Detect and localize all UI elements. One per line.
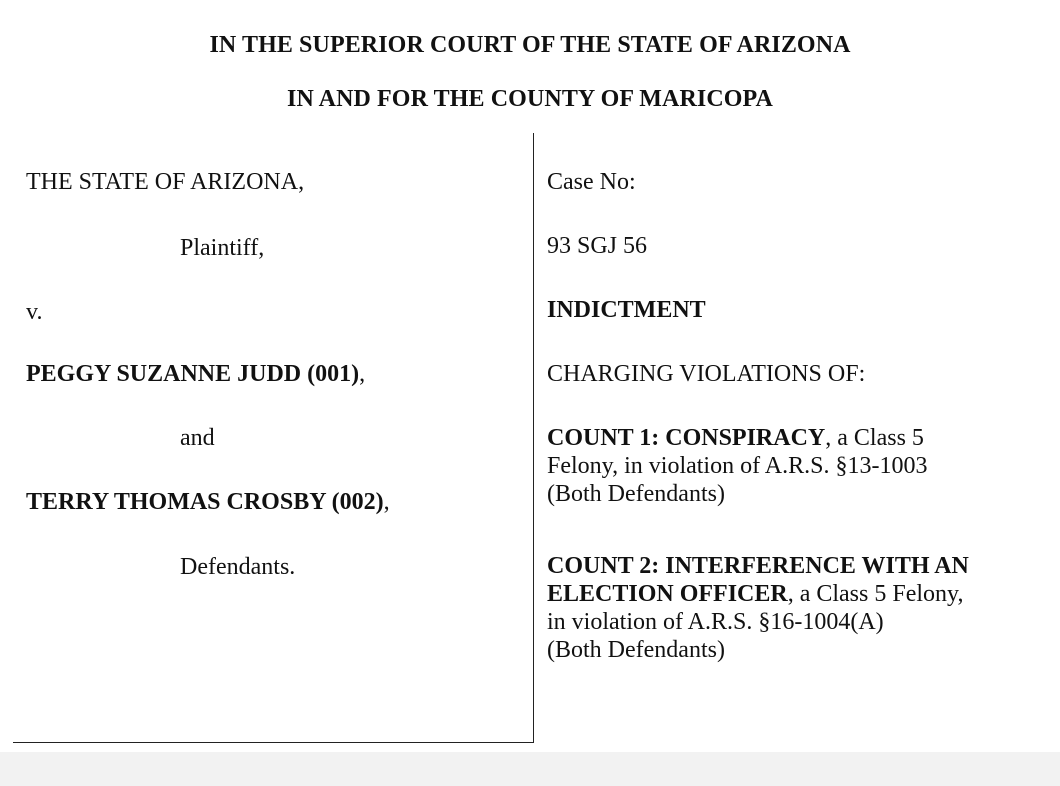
viewer-bottom-band	[0, 752, 1060, 786]
defendant-2-name: TERRY THOMAS CROSBY (002)	[26, 489, 384, 515]
defendant-1-suffix: ,	[359, 361, 366, 387]
count-1-title: COUNT 1: CONSPIRACY	[547, 425, 826, 451]
count-2-class: , a Class 5 Felony,	[787, 581, 964, 607]
caption-horizontal-divider	[13, 742, 534, 743]
caption-vertical-divider	[533, 133, 534, 743]
count-1-block	[547, 424, 1057, 508]
plaintiff-role: Plaintiff,	[180, 235, 265, 261]
defendant-1-name: PEGGY SUZANNE JUDD (001)	[26, 361, 360, 387]
court-heading: IN THE SUPERIOR COURT OF THE STATE OF ARIZONA	[209, 32, 851, 58]
count-1-statute: Felony, in violation of A.R.S. §13-1003	[547, 453, 928, 479]
defendant-2-suffix: ,	[383, 489, 390, 515]
conjunction-label: and	[180, 425, 215, 451]
case-number: 93 SGJ 56	[547, 233, 648, 259]
charging-label: CHARGING VIOLATIONS OF:	[547, 361, 866, 387]
count-2-statute: in violation of A.R.S. §16-1004(A)	[547, 609, 884, 635]
count-1-line-1	[547, 424, 1057, 452]
defendant-2	[26, 488, 390, 516]
count-2-title-line-2: ELECTION OFFICER	[547, 581, 788, 607]
count-1-class: , a Class 5	[825, 425, 924, 451]
versus-label: v.	[26, 299, 43, 325]
county-heading: IN AND FOR THE COUNTY OF MARICOPA	[287, 86, 773, 112]
count-2-line-2	[547, 580, 1057, 608]
count-2-title-line-1: COUNT 2: INTERFERENCE WITH AN	[547, 553, 969, 579]
document-type: INDICTMENT	[547, 297, 706, 323]
plaintiff-name: THE STATE OF ARIZONA,	[26, 169, 305, 195]
case-no-label: Case No:	[547, 169, 636, 195]
defendants-role: Defendants.	[180, 554, 296, 580]
count-1-parties: (Both Defendants)	[547, 481, 725, 507]
count-2-block	[547, 552, 1057, 664]
count-2-parties: (Both Defendants)	[547, 637, 725, 663]
defendant-1	[26, 360, 365, 388]
